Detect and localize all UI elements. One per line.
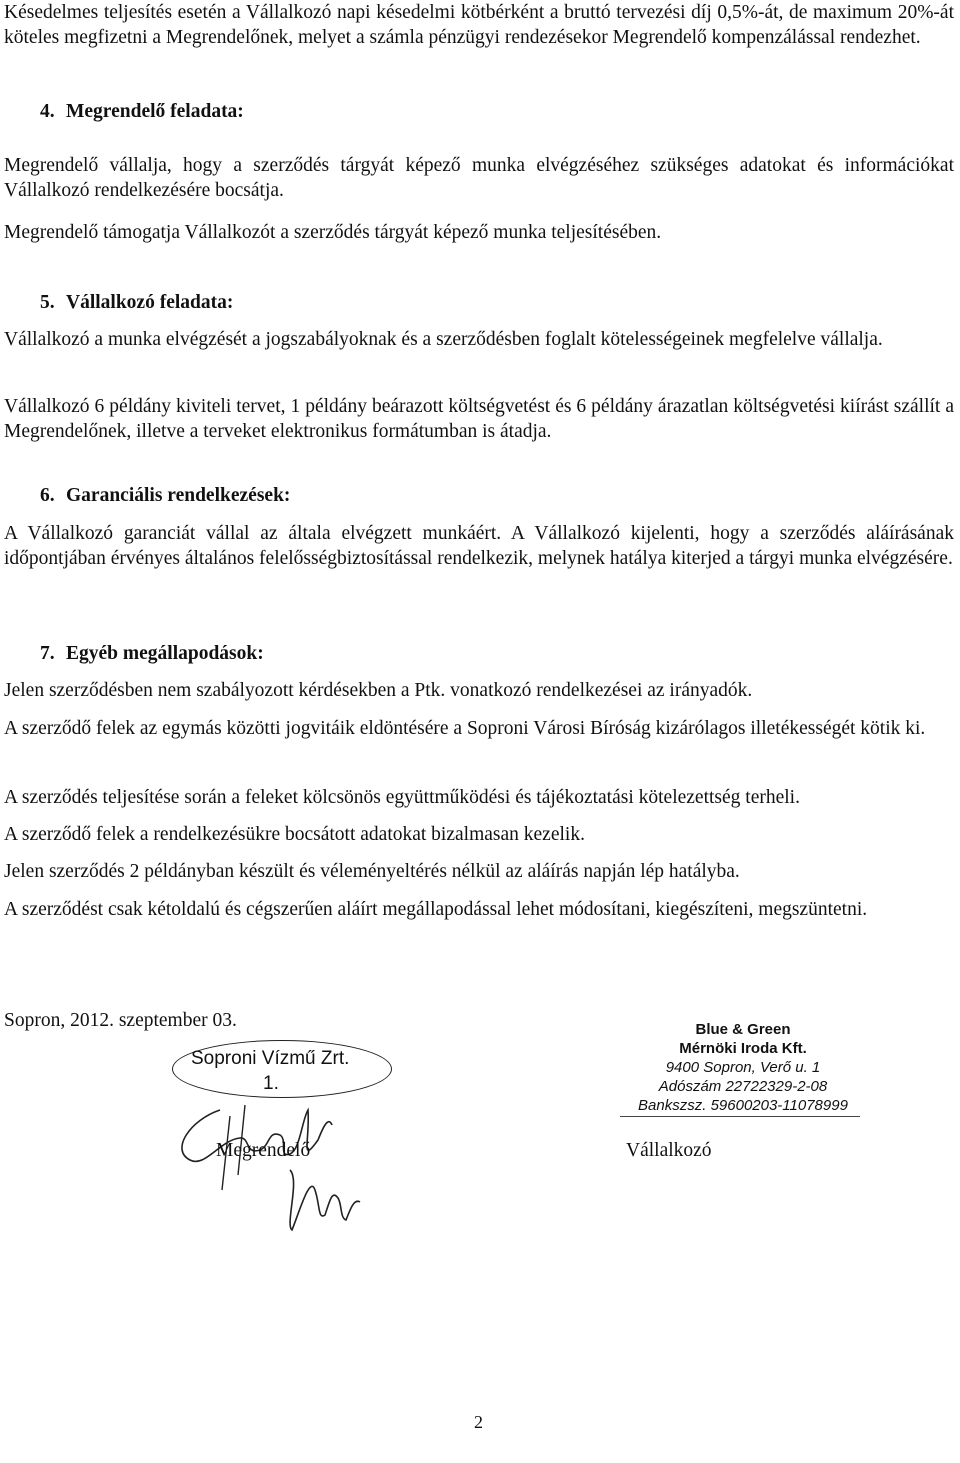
section-4-paragraph-1: Megrendelő vállalja, hogy a szerződés tárgyát képező munka elvégzéséhez szükséges adatokat és információkat Vállalkozó rendelkezésére bocsátja. <box>4 155 954 201</box>
client-label: Megrendelő <box>216 1140 311 1161</box>
contractor-label: Vállalkozó <box>626 1140 712 1161</box>
section-4-title: Megrendelő feladata: <box>66 101 244 122</box>
section-7-heading <box>40 641 264 666</box>
client-signature-stroke-3 <box>290 1170 360 1230</box>
section-7-paragraph-2: A szerződő felek az egymás közötti jogvitáik eldöntésére a Soproni Városi Bíróság kizárólagos illetékességét kötik ki. <box>4 718 926 739</box>
section-7-paragraph-6: A szerződést csak kétoldalú és cégszerűen aláírt megállapodással lehet módosítani, kiegészíteni, megszüntetni. <box>4 899 868 920</box>
section-7-paragraph-4: A szerződő felek a rendelkezésükre bocsátott adatokat bizalmasan kezelik. <box>4 824 585 845</box>
intro-paragraph: Késedelmes teljesítés esetén a Vállalkozó napi késedelmi kötbérként a bruttó tervezési díj 0,5%-át, de maximum 20%-át köteles megfizetni a Megrendelőnek, melyet a számla pénzügyi rendezésekor Megrendelő kompenzálással rendezhet. <box>4 2 954 48</box>
client-stamp-line-2: 1. <box>263 1073 279 1094</box>
section-7-title: Egyéb megállapodások: <box>66 643 264 664</box>
contractor-stamp-line-4: Adószám 22722329-2-08 <box>658 1078 828 1095</box>
page-number: 2 <box>474 1412 483 1432</box>
section-7-paragraph-3: A szerződés teljesítése során a feleket kölcsönös együttműködési és tájékoztatási kötelezettség terheli. <box>4 787 800 808</box>
section-4-paragraph-2: Megrendelő támogatja Vállalkozót a szerződés tárgyát képező munka teljesítésében. <box>4 222 662 243</box>
place-and-date: Sopron, 2012. szeptember 03. <box>4 1010 237 1031</box>
client-stamp-line-1: Soproni Vízmű Zrt. <box>191 1048 350 1069</box>
section-5-number: 5. <box>40 292 55 313</box>
contractor-stamp-line-2: Mérnöki Iroda Kft. <box>679 1040 807 1057</box>
section-5-paragraph-2: Vállalkozó 6 példány kiviteli tervet, 1 példány beárazott költségvetést és 6 példány árazatlan költségvetési kiírást szállít a Megrendelőnek, illetve a terveket elektronikus formátumban is átadja. <box>4 396 954 442</box>
section-7-paragraph-5: Jelen szerződés 2 példányban készült és véleményeltérés nélkül az aláírás napján lép hatályba. <box>4 861 740 882</box>
contractor-signature-line <box>620 1116 860 1117</box>
section-6-title: Garanciális rendelkezések: <box>66 485 291 506</box>
contractor-stamp-line-3: 9400 Sopron, Verő u. 1 <box>665 1059 821 1076</box>
contractor-stamp-line-5: Bankszsz. 59600203-11078999 <box>638 1097 848 1114</box>
section-5-title: Vállalkozó feladata: <box>66 292 234 313</box>
section-6-heading <box>40 483 290 508</box>
section-7-paragraph-1: Jelen szerződésben nem szabályozott kérdésekben a Ptk. vonatkozó rendelkezései az irányadók. <box>4 680 753 701</box>
contractor-stamp-line-1: Blue & Green <box>695 1021 791 1038</box>
section-4-number: 4. <box>40 101 55 122</box>
section-6-number: 6. <box>40 485 55 506</box>
section-6-paragraph-1: A Vállalkozó garanciát vállal az általa elvégzett munkáért. A Vállalkozó kijelenti, hogy a szerződés aláírásának időpontjában érvényes általános felelősségbiztosítással rendelkezik, melynek hatálya kiterjed a tárgyi munka elvégzésére. <box>4 523 954 569</box>
section-7-number: 7. <box>40 643 55 664</box>
section-5-paragraph-1: Vállalkozó a munka elvégzését a jogszabályoknak és a szerződésben foglalt kötelességeinek megfelelve vállalja. <box>4 329 883 350</box>
section-5-heading <box>40 290 233 315</box>
section-4-heading <box>40 99 244 124</box>
contractor-stamp <box>618 1020 868 1115</box>
